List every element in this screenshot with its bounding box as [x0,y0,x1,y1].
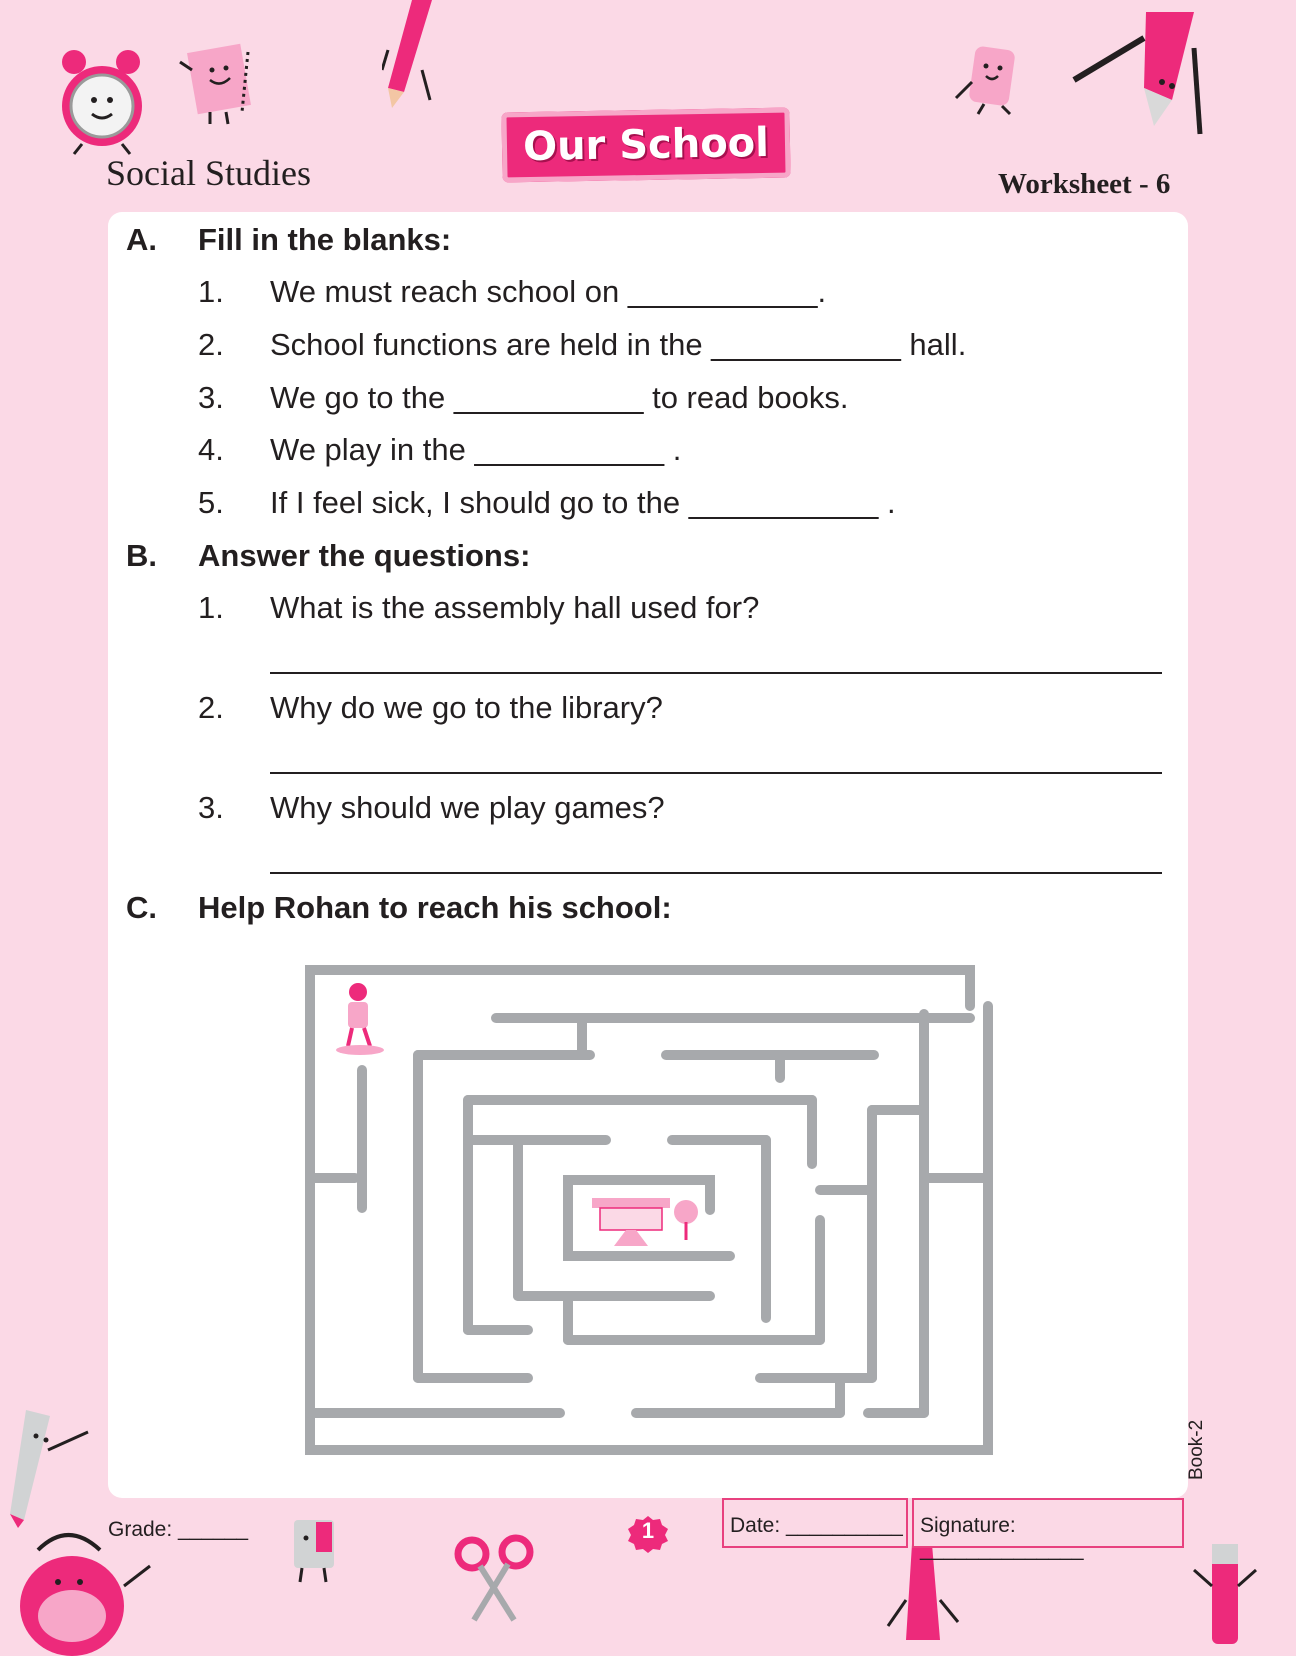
subject-label: Social Studies [106,153,311,193]
answer-line[interactable] [270,872,1162,874]
page-number: 1 [641,1518,655,1543]
alarm-clock-icon [52,44,152,156]
pen-icon [1070,8,1210,138]
answer-line[interactable] [270,672,1162,674]
notebook-icon [176,40,266,130]
ruler-icon [10,1410,94,1530]
pencil-icon [382,0,442,110]
section-c-letter: C. [126,890,157,925]
item-number: 1. [198,274,224,309]
date-field[interactable]: Date: __________ [722,1498,908,1548]
item-number: 2. [198,327,224,362]
item-text: We play in the ___________ . [270,432,682,467]
question-text: Why should we play games? [270,790,665,825]
section-b-heading: Answer the questions: [198,538,531,573]
marker-icon [1190,1540,1262,1656]
section-b-letter: B. [126,538,157,573]
question-text: What is the assembly hall used for? [270,590,760,625]
eraser-icon [944,42,1030,118]
worksheet-number: Worksheet - 6 [998,168,1171,200]
item-text: We must reach school on ___________. [270,274,827,309]
grade-field[interactable]: Grade: ______ [108,1518,249,1541]
section-a-heading: Fill in the blanks: [198,222,452,257]
sharpener-icon [284,1516,348,1584]
question-text: Why do we go to the library? [270,690,663,725]
maze-puzzle[interactable] [300,960,1000,1460]
school-building-icon [592,1198,698,1246]
item-text: If I feel sick, I should go to the ___________ . [270,485,896,520]
worksheet-title: Our School [522,119,770,171]
item-number: 4. [198,432,224,467]
scissors-icon [454,1534,534,1624]
worksheet-title-banner [501,107,790,182]
question-number: 3. [198,790,224,825]
question-number: 2. [198,690,224,725]
signature-field[interactable]: Signature: ______________ [912,1498,1184,1548]
item-text: We go to the ___________ to read books. [270,380,849,415]
section-c-heading: Help Rohan to reach his school: [198,890,672,925]
item-number: 5. [198,485,224,520]
section-a-letter: A. [126,222,157,257]
answer-line[interactable] [270,772,1162,774]
book-tag: Book-2 [1186,1419,1207,1480]
rohan-figure [336,983,384,1055]
question-number: 1. [198,590,224,625]
item-number: 3. [198,380,224,415]
item-text: School functions are held in the ___________ hall. [270,327,967,362]
